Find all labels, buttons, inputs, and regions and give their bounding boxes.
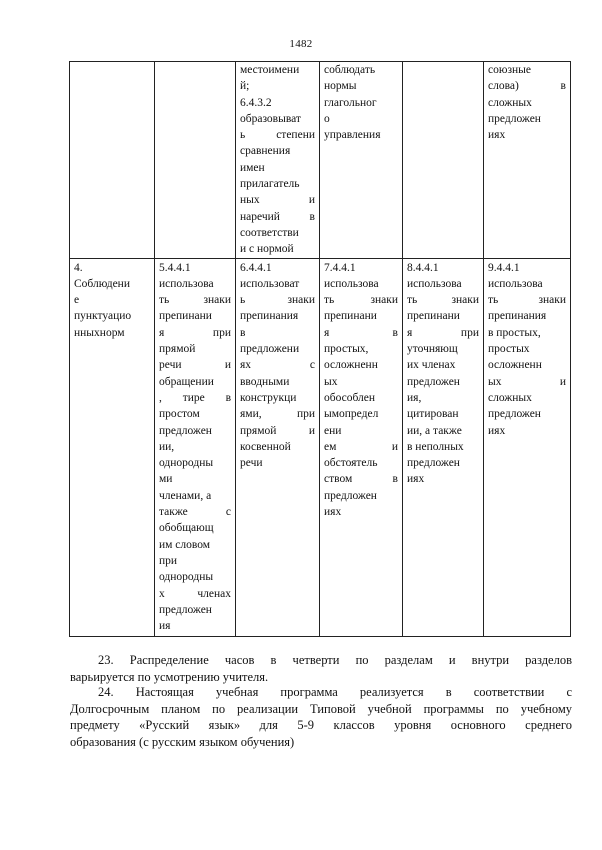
cell-line: цитирован (407, 408, 459, 421)
cell-line: препинания (240, 310, 299, 323)
cell-line: ми (159, 473, 173, 486)
cell-line: ством в (324, 473, 398, 486)
table-cell (155, 258, 236, 636)
cell-line: речи и (159, 359, 231, 372)
cell-line: наречий в (240, 210, 315, 223)
cell-line: обособлен (324, 391, 376, 404)
cell-line: сложных (488, 391, 532, 404)
paragraph-line: Долгосрочным планом по реализации Типовой учебной программы по учебному (70, 701, 572, 716)
cell-line: ь степени (240, 129, 315, 142)
cell-line: е (74, 294, 80, 307)
cell-line: членами, а (159, 489, 212, 502)
cell-line: 6.4.4.1 (240, 261, 272, 274)
cell-line: простых (488, 343, 530, 356)
cell-line: 9.4.4.1 (488, 261, 520, 274)
paragraph-line: предмету «Русский язык» для 5-9 классов уровня основного среднего (70, 718, 572, 732)
cell-line: управления (324, 129, 381, 142)
cell-line: предложени (240, 343, 300, 356)
paragraph-line: 24. Настоящая учебная программа реализуется в соответствии с (98, 685, 572, 699)
cell-line: соответстви (240, 226, 299, 239)
cell-line: ии, а также (407, 424, 462, 437)
paragraph-line: 23. Распределение часов в четверти по разделам и внутри разделов (98, 653, 572, 667)
cell-line: сложных (488, 96, 532, 109)
cell-line: предложен (159, 603, 212, 616)
cell-line: однородны (159, 457, 214, 470)
cell-line: использова (324, 277, 379, 290)
cell-line: Соблюдени (74, 277, 130, 290)
cell-line: в (240, 326, 246, 339)
cell-line: ия, (407, 391, 422, 404)
cell-line: простом (159, 408, 200, 421)
cell-line: простых, (324, 343, 369, 356)
table-cell (70, 62, 155, 259)
table-cell (484, 62, 571, 259)
cell-line: х членах (159, 587, 231, 600)
table-cell (320, 62, 403, 259)
cell-line: ями, при (240, 408, 315, 421)
cell-line: ымопредел (324, 408, 379, 421)
cell-line: использова (159, 277, 214, 290)
cell-line: ых и (488, 375, 566, 388)
cell-line: их членах (407, 359, 456, 372)
cell-line: союзные (488, 64, 531, 76)
paragraph-24 (70, 684, 572, 750)
cell-line: й; (240, 80, 250, 93)
table-row (70, 258, 571, 636)
cell-line: использова (488, 277, 543, 290)
cell-line: я при (159, 326, 231, 339)
cell-line: 5.4.4.1 (159, 261, 191, 274)
cell-line: иях (324, 506, 342, 519)
cell-line: иях (407, 473, 425, 486)
cell-line: в неполных (407, 440, 464, 453)
cell-line: ть знаки (407, 294, 479, 307)
table-cell (155, 62, 236, 259)
cell-line: 7.4.4.1 (324, 261, 356, 274)
paragraph-line: образования (с русским языком обучения) (70, 734, 295, 749)
cell-line: ем и (324, 440, 398, 453)
cell-line: иях (488, 129, 506, 142)
cell-line: препинания (488, 310, 547, 323)
cell-line: обобщающ (159, 522, 214, 535)
cell-line: предложен (407, 457, 460, 470)
cell-line: ть знаки (324, 294, 398, 307)
table-cell (236, 258, 320, 636)
cell-line: ии, (159, 440, 175, 453)
cell-line: ных и (240, 194, 315, 207)
cell-line: конструкци (240, 391, 297, 404)
cell-line: , тире в (159, 391, 231, 404)
cell-line: предложен (488, 408, 541, 421)
table-row (70, 62, 571, 259)
page-number: 1482 (289, 38, 313, 50)
cell-line: образовыват (240, 112, 301, 125)
cell-line: ени (324, 424, 342, 437)
cell-line: имен (240, 161, 265, 174)
cell-line: 6.4.3.2 (240, 96, 272, 109)
table-cell (236, 62, 320, 259)
cell-line: при (159, 554, 178, 567)
cell-line: обстоятель (324, 457, 378, 470)
cell-line: уточняющ (407, 343, 458, 356)
cell-line: осложненн (324, 359, 378, 372)
paragraph-23 (70, 652, 572, 685)
cell-line: прилагатель (240, 178, 300, 191)
cell-line: ях с (240, 359, 315, 372)
cell-line: предложен (159, 424, 212, 437)
cell-line: иях (488, 424, 506, 437)
cell-line: использоват (240, 277, 300, 290)
section-title-cell (70, 258, 155, 636)
cell-line: нныхнорм (74, 326, 125, 339)
cell-line: предложен (324, 489, 377, 502)
cell-line: слова) в (488, 80, 566, 93)
paragraph-line: варьируется по усмотрению учителя. (70, 669, 269, 684)
cell-line: обращении (159, 375, 214, 388)
cell-line: использова (407, 277, 462, 290)
cell-line: ия (159, 620, 171, 633)
cell-line: я в (324, 326, 398, 339)
cell-line: косвенной (240, 440, 291, 453)
cell-line: я при (407, 326, 479, 339)
cell-line: ть знаки (488, 294, 566, 307)
cell-line: и с нормой (240, 243, 294, 256)
table-cell (320, 258, 403, 636)
cell-line: препинани (407, 310, 460, 323)
cell-line: им словом (159, 538, 211, 551)
cell-line: предложен (488, 112, 541, 125)
cell-line: однородны (159, 571, 214, 584)
cell-line: в простых, (488, 326, 541, 339)
cell-line: нормы (324, 80, 357, 93)
cell-line: также с (159, 506, 231, 519)
cell-line: о (324, 112, 330, 125)
cell-line: речи (240, 457, 263, 470)
cell-line: осложненн (488, 359, 542, 372)
cell-line: препинани (159, 310, 212, 323)
cell-line: ых (324, 375, 338, 388)
cell-line: глагольног (324, 96, 377, 109)
cell-line: препинани (324, 310, 377, 323)
curriculum-table (69, 61, 571, 637)
table-cell (403, 258, 484, 636)
table-cell (403, 62, 484, 259)
cell-line: местоимени (240, 64, 300, 76)
cell-line: ть знаки (159, 294, 231, 307)
cell-line: соблюдать (324, 64, 376, 76)
cell-line: предложен (407, 375, 460, 388)
cell-line: 8.4.4.1 (407, 261, 439, 274)
cell-line: прямой (159, 343, 196, 356)
cell-line: прямой и (240, 424, 315, 437)
cell-line: ь знаки (240, 294, 315, 307)
cell-line: 4. (74, 261, 83, 274)
cell-line: вводными (240, 375, 290, 388)
cell-line: пунктуацио (74, 310, 132, 323)
table-cell (484, 258, 571, 636)
cell-line: сравнения (240, 145, 291, 158)
